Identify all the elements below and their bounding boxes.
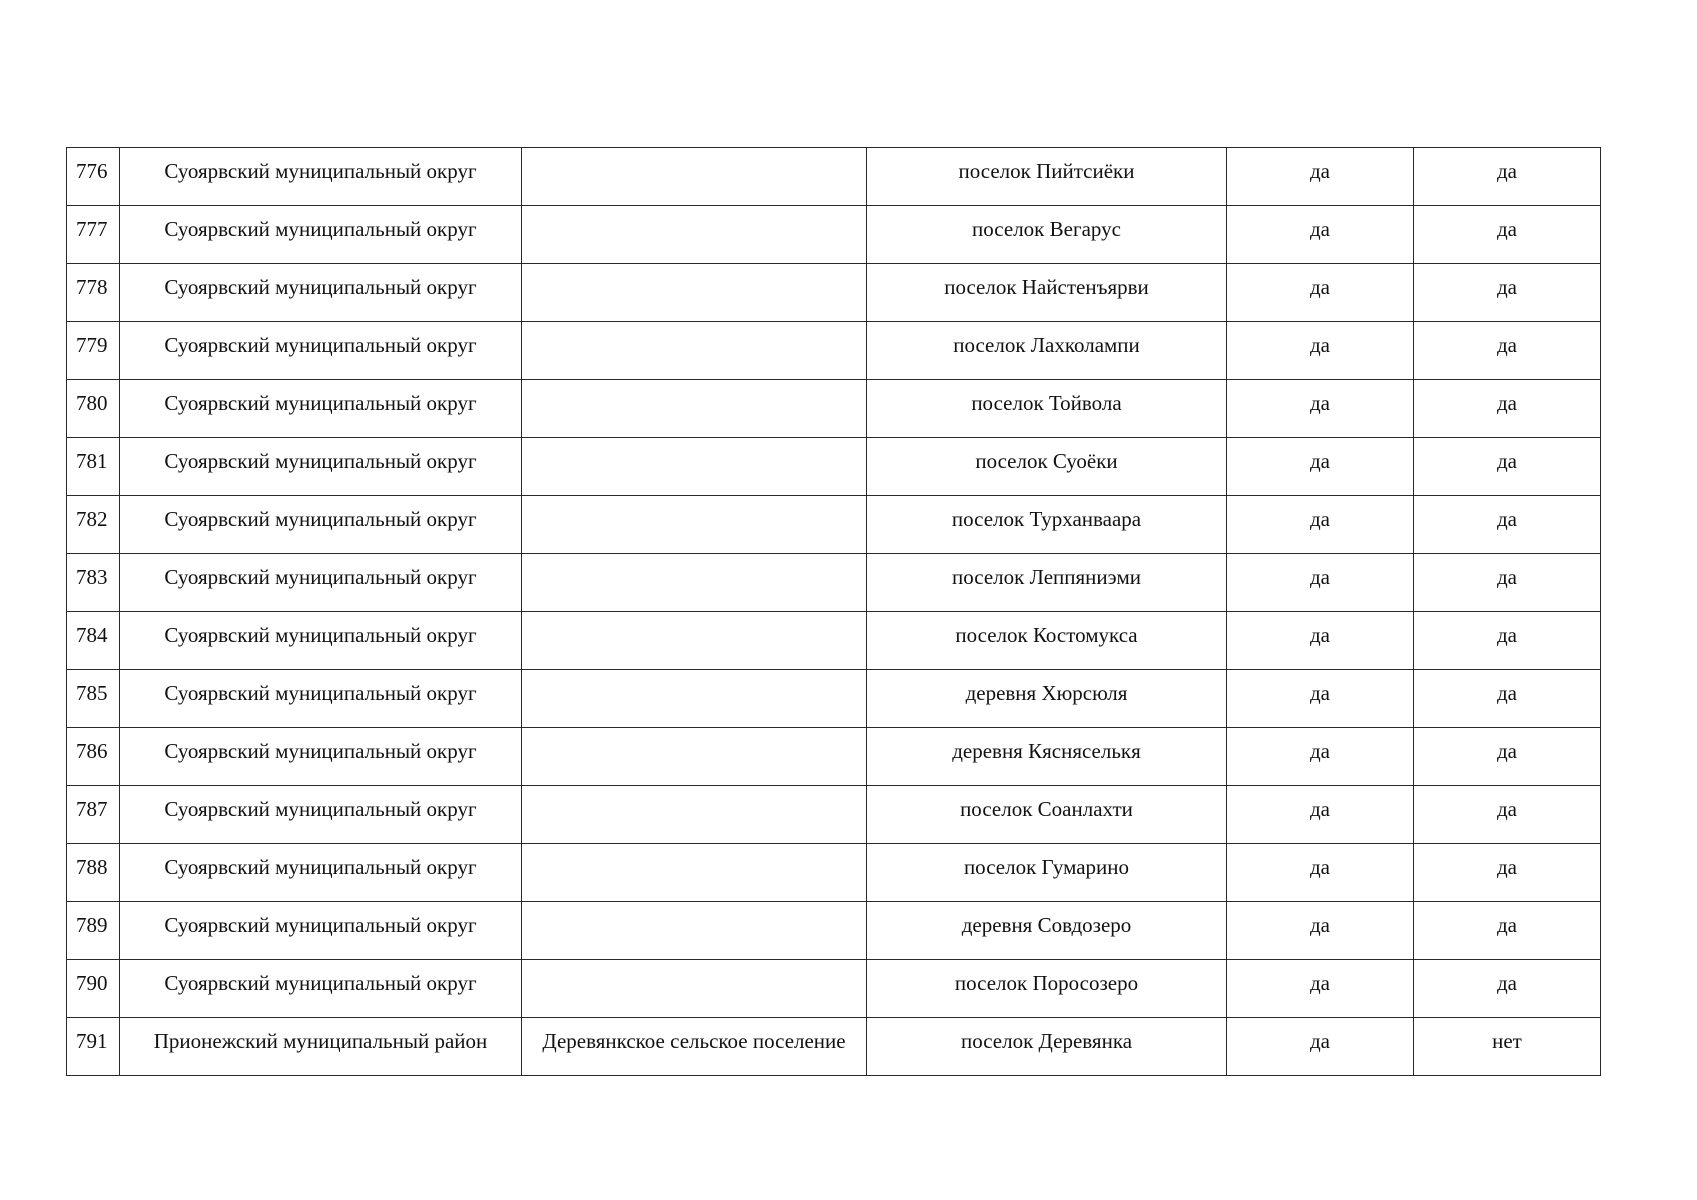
flag-cell-5: да	[1227, 612, 1414, 670]
settlement-cell	[522, 322, 867, 380]
locality-cell: поселок Леппяниэми	[867, 554, 1227, 612]
flag-cell-6: да	[1414, 612, 1601, 670]
settlement-cell	[522, 554, 867, 612]
municipality-cell: Суоярвский муниципальный округ	[120, 496, 522, 554]
flag-cell-5: да	[1227, 728, 1414, 786]
row-number-cell: 785	[67, 670, 120, 728]
flag-cell-6: да	[1414, 496, 1601, 554]
flag-cell-6: нет	[1414, 1018, 1601, 1076]
row-number-cell: 789	[67, 902, 120, 960]
table-row	[67, 206, 1601, 264]
row-number-cell: 780	[67, 380, 120, 438]
locality-cell: поселок Найстенъярви	[867, 264, 1227, 322]
row-number-cell: 787	[67, 786, 120, 844]
flag-cell-6: да	[1414, 960, 1601, 1018]
table-row	[67, 902, 1601, 960]
municipality-cell: Суоярвский муниципальный округ	[120, 264, 522, 322]
flag-cell-5: да	[1227, 322, 1414, 380]
settlement-cell	[522, 438, 867, 496]
flag-cell-5: да	[1227, 670, 1414, 728]
locality-cell: поселок Пийтсиёки	[867, 148, 1227, 206]
municipality-cell: Суоярвский муниципальный округ	[120, 554, 522, 612]
settlement-cell	[522, 728, 867, 786]
flag-cell-6: да	[1414, 786, 1601, 844]
flag-cell-6: да	[1414, 322, 1601, 380]
row-number-cell: 784	[67, 612, 120, 670]
flag-cell-5: да	[1227, 844, 1414, 902]
municipality-cell: Суоярвский муниципальный округ	[120, 380, 522, 438]
table-row	[67, 670, 1601, 728]
settlement-cell	[522, 206, 867, 264]
table-row	[67, 844, 1601, 902]
municipality-cell: Суоярвский муниципальный округ	[120, 728, 522, 786]
flag-cell-5: да	[1227, 554, 1414, 612]
row-number-cell: 790	[67, 960, 120, 1018]
municipality-cell: Суоярвский муниципальный округ	[120, 148, 522, 206]
locality-cell: поселок Соанлахти	[867, 786, 1227, 844]
row-number-cell: 782	[67, 496, 120, 554]
settlement-cell: Деревянкское сельское поселение	[522, 1018, 867, 1076]
municipality-cell: Прионежский муниципальный район	[120, 1018, 522, 1076]
municipality-cell: Суоярвский муниципальный округ	[120, 902, 522, 960]
table-row	[67, 1018, 1601, 1076]
settlement-cell	[522, 380, 867, 438]
municipality-cell: Суоярвский муниципальный округ	[120, 960, 522, 1018]
locality-cell: поселок Лахколампи	[867, 322, 1227, 380]
flag-cell-6: да	[1414, 148, 1601, 206]
table-row	[67, 322, 1601, 380]
table-row	[67, 728, 1601, 786]
flag-cell-6: да	[1414, 728, 1601, 786]
flag-cell-6: да	[1414, 264, 1601, 322]
locality-cell: поселок Костомукса	[867, 612, 1227, 670]
settlement-cell	[522, 496, 867, 554]
municipality-cell: Суоярвский муниципальный округ	[120, 844, 522, 902]
municipality-cell: Суоярвский муниципальный округ	[120, 670, 522, 728]
settlement-cell	[522, 844, 867, 902]
flag-cell-5: да	[1227, 148, 1414, 206]
locality-cell: поселок Турханваара	[867, 496, 1227, 554]
flag-cell-6: да	[1414, 380, 1601, 438]
table-row	[67, 554, 1601, 612]
settlement-cell	[522, 264, 867, 322]
settlement-cell	[522, 612, 867, 670]
table-row	[67, 496, 1601, 554]
row-number-cell: 791	[67, 1018, 120, 1076]
municipality-cell: Суоярвский муниципальный округ	[120, 206, 522, 264]
row-number-cell: 778	[67, 264, 120, 322]
settlement-cell	[522, 902, 867, 960]
flag-cell-5: да	[1227, 1018, 1414, 1076]
table-row	[67, 438, 1601, 496]
municipality-cell: Суоярвский муниципальный округ	[120, 786, 522, 844]
flag-cell-6: да	[1414, 902, 1601, 960]
flag-cell-5: да	[1227, 960, 1414, 1018]
flag-cell-6: да	[1414, 438, 1601, 496]
table-row	[67, 960, 1601, 1018]
municipality-cell: Суоярвский муниципальный округ	[120, 612, 522, 670]
row-number-cell: 783	[67, 554, 120, 612]
locality-cell: деревня Хюрсюля	[867, 670, 1227, 728]
flag-cell-5: да	[1227, 786, 1414, 844]
table-row	[67, 148, 1601, 206]
locality-cell: поселок Деревянка	[867, 1018, 1227, 1076]
locality-cell: деревня Кясняселькя	[867, 728, 1227, 786]
row-number-cell: 777	[67, 206, 120, 264]
settlement-cell	[522, 786, 867, 844]
municipality-cell: Суоярвский муниципальный округ	[120, 438, 522, 496]
flag-cell-5: да	[1227, 206, 1414, 264]
locality-cell: поселок Поросозеро	[867, 960, 1227, 1018]
locality-cell: поселок Вегарус	[867, 206, 1227, 264]
table-row	[67, 786, 1601, 844]
table-row	[67, 380, 1601, 438]
table-body	[67, 148, 1601, 1076]
table-row	[67, 612, 1601, 670]
locality-cell: поселок Гумарино	[867, 844, 1227, 902]
flag-cell-6: да	[1414, 554, 1601, 612]
table-row	[67, 264, 1601, 322]
locality-cell: поселок Суоёки	[867, 438, 1227, 496]
locality-cell: поселок Тойвола	[867, 380, 1227, 438]
row-number-cell: 786	[67, 728, 120, 786]
flag-cell-5: да	[1227, 380, 1414, 438]
flag-cell-6: да	[1414, 670, 1601, 728]
row-number-cell: 779	[67, 322, 120, 380]
settlements-table	[66, 147, 1601, 1076]
flag-cell-5: да	[1227, 496, 1414, 554]
settlement-cell	[522, 960, 867, 1018]
locality-cell: деревня Совдозеро	[867, 902, 1227, 960]
flag-cell-6: да	[1414, 206, 1601, 264]
row-number-cell: 788	[67, 844, 120, 902]
flag-cell-5: да	[1227, 438, 1414, 496]
flag-cell-6: да	[1414, 844, 1601, 902]
flag-cell-5: да	[1227, 264, 1414, 322]
settlement-cell	[522, 670, 867, 728]
municipality-cell: Суоярвский муниципальный округ	[120, 322, 522, 380]
row-number-cell: 781	[67, 438, 120, 496]
flag-cell-5: да	[1227, 902, 1414, 960]
settlement-cell	[522, 148, 867, 206]
row-number-cell: 776	[67, 148, 120, 206]
